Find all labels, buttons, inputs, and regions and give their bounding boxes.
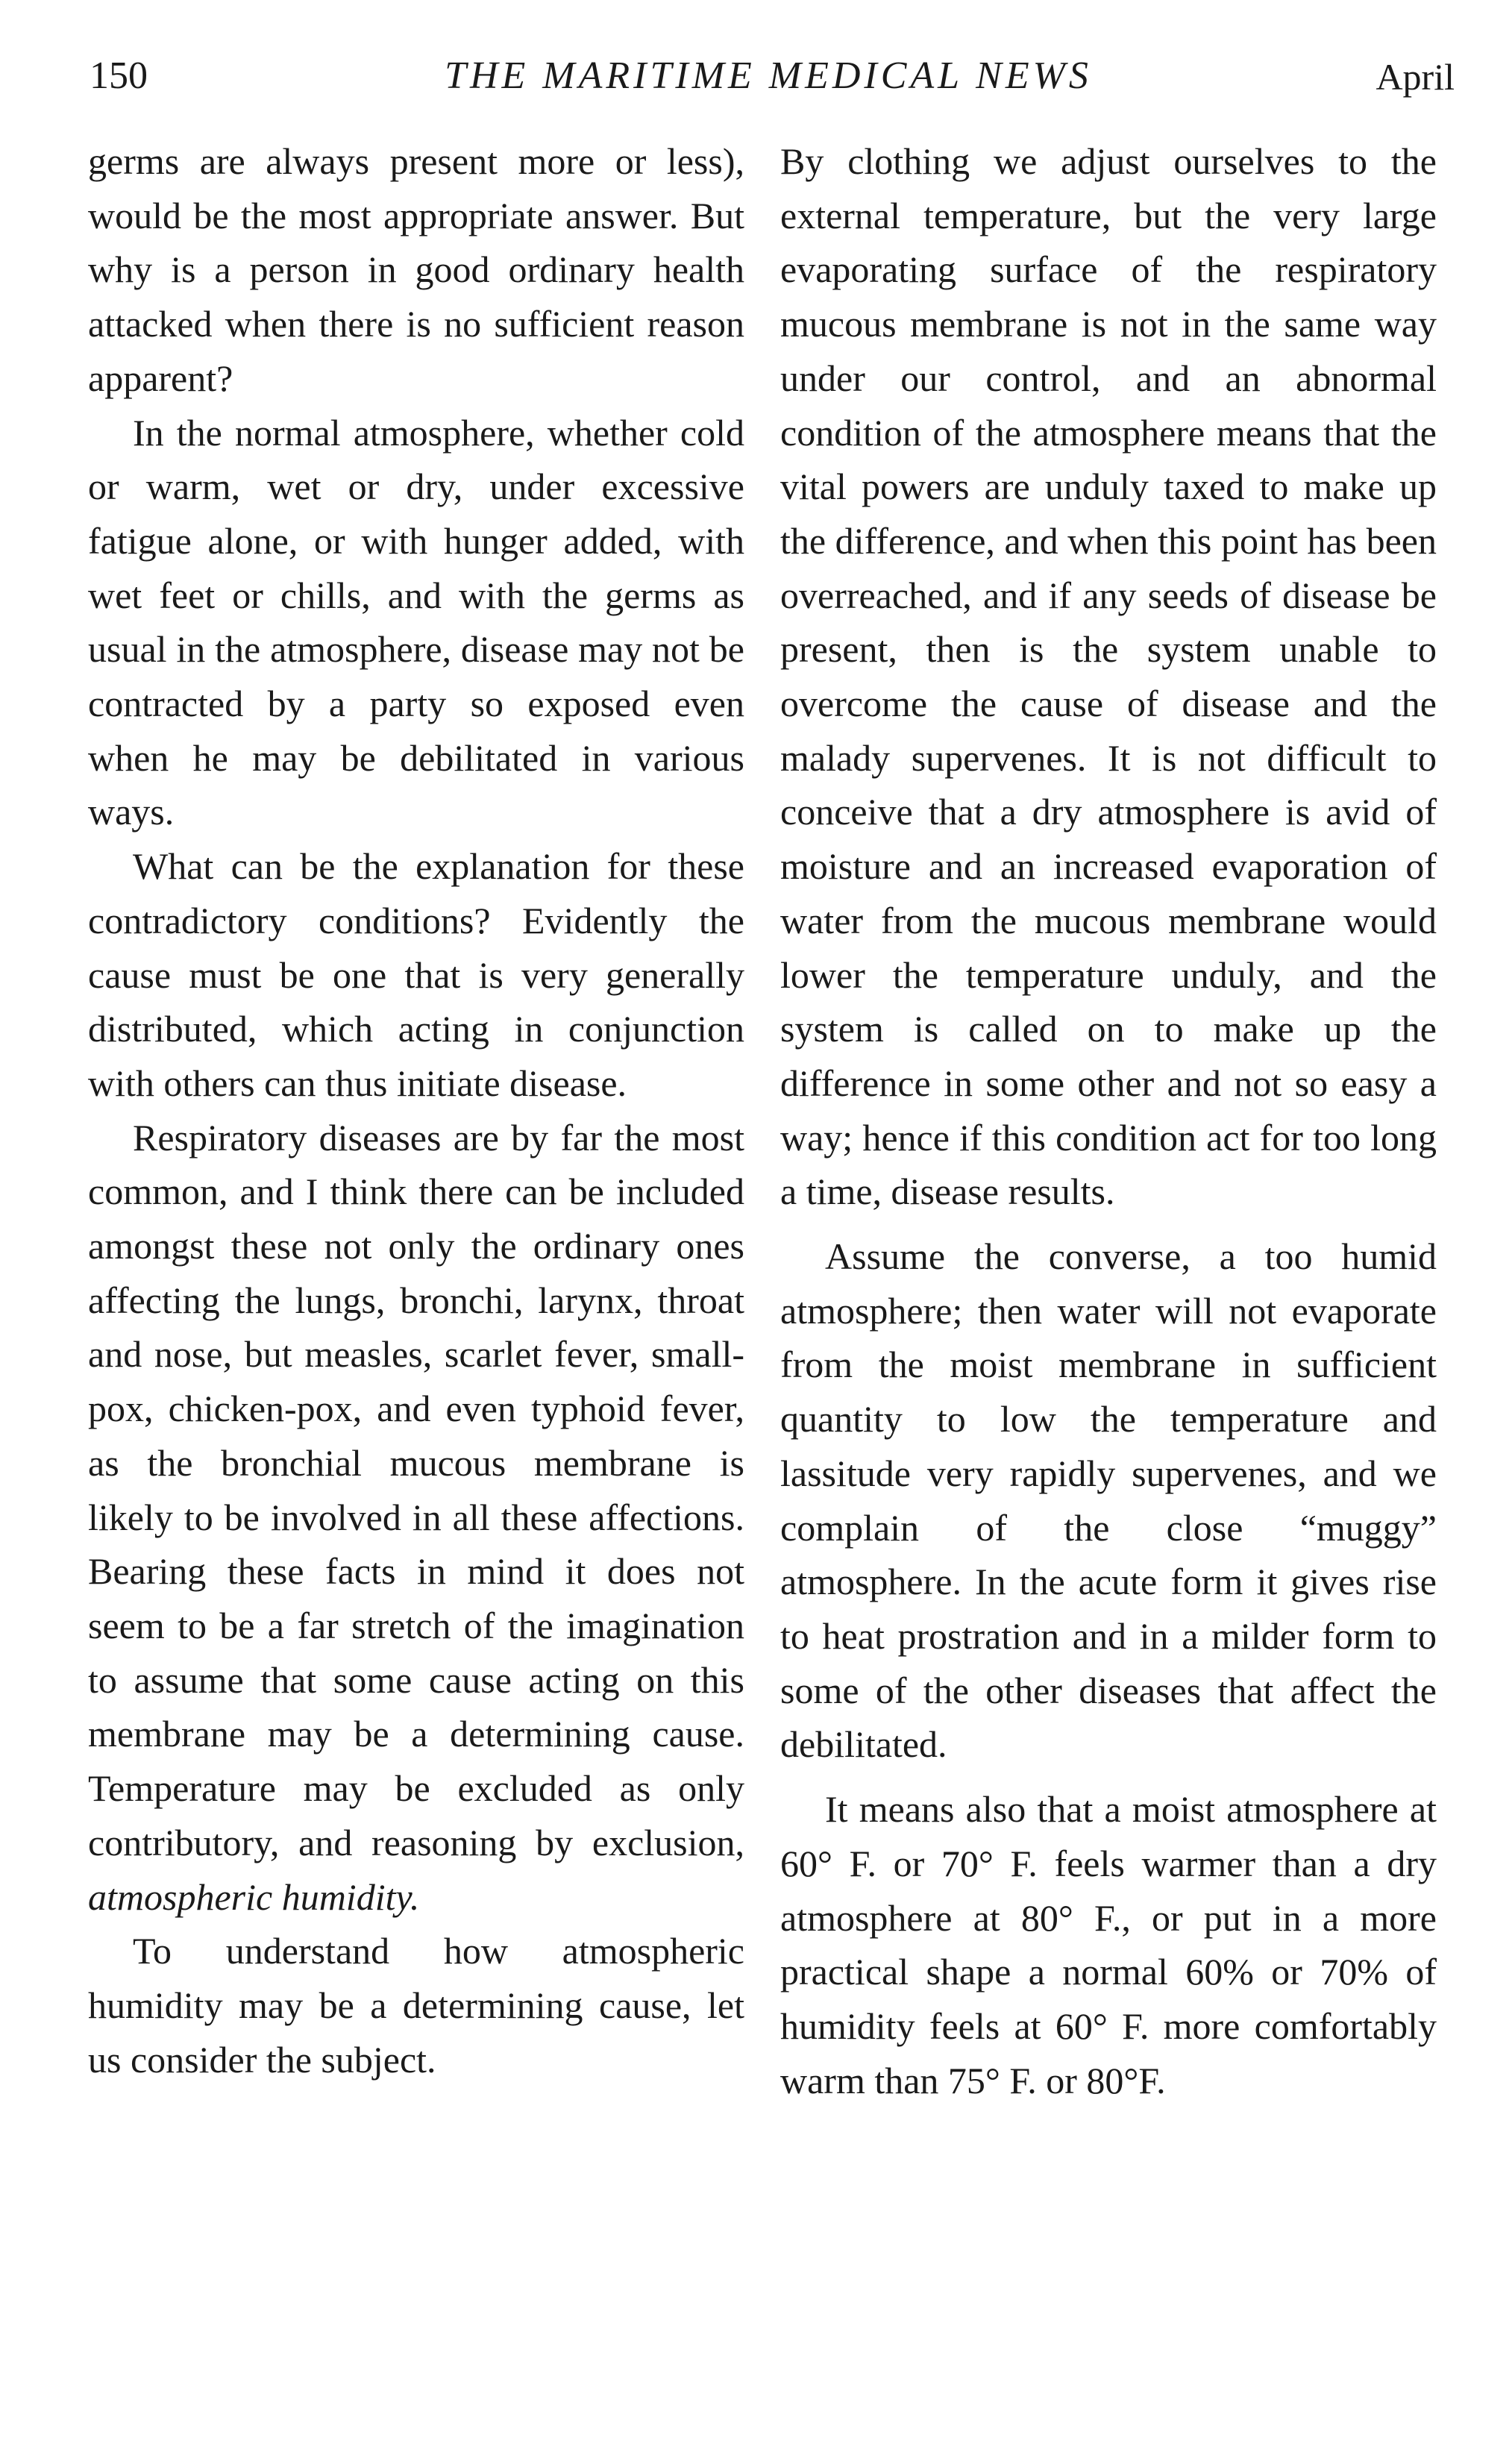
right-column — [780, 134, 1437, 2107]
left-paragraph-4-text: Respiratory diseases are by far the most common, and I think there can be included amongst these not only the ordinary ones affecting the lungs, bronchi, larynx, throat and nose, but measles, scarlet fever, small-pox, chicken-pox, and even typhoid fever, as the bronchial mucous membrane is likely to be involved in all these affections. Bearing these facts in mind it does not seem to be a far stretch of the imagination to assume that some cause acting on this membrane may be a determining cause. Temperature may be excluded as only contributory, and reasoning by exclusion, — [88, 1116, 744, 1863]
left-paragraph-3: What can be the explanation for these contradictory conditions? Evidently the cause must be one that is very generally distributed, which acting in conjunction with others can thus initiate disease. — [88, 845, 744, 1104]
page-header — [82, 46, 1455, 106]
issue-month: April — [1375, 56, 1455, 98]
left-paragraph-1: germs are always present more or less), would be the most appropriate answer. But why is a person in good ordinary health attacked when there is no sufficient reason apparent? — [88, 140, 744, 399]
left-column — [88, 134, 744, 2087]
journal-title: THE MARITIME MEDICAL NEWS — [445, 54, 1092, 97]
right-paragraph-3: It means also that a moist atmosphere at 60° F. or 70° F. feels warmer than a dry atmosphere at 80° F., or put in a more practical shape a normal 60% or 70% of humidity feels at 60° F. more comfortably warm than 75° F. or 80°F. — [780, 1788, 1437, 2101]
right-paragraph-2: Assume the converse, a too humid atmosphere; then water will not evaporate from the moist membrane in sufficient quantity to low the temperature and lassitude very rapidly supervenes, and we complain of the close “muggy” atmosphere. In the acute form it gives rise to heat prostration and in a milder form to some of the other diseases that affect the debilitated. — [780, 1235, 1437, 1766]
left-paragraph-2: In the normal atmosphere, whether cold or warm, wet or dry, under excessive fatigue alone, or with hunger added, with wet feet or chills, and with the germs as usual in the atmosphere, disease may not be contracted by a party so exposed even when he may be debilitated in various ways. — [88, 411, 744, 833]
left-paragraph-4 — [88, 1111, 744, 1925]
left-paragraph-4-italic: atmospheric humidity. — [88, 1875, 420, 1918]
page-number: 150 — [90, 54, 148, 97]
left-paragraph-5: To understand how atmospheric humidity may be a determining cause, let us consider the subject. — [88, 1930, 744, 2081]
right-paragraph-1: By clothing we adjust ourselves to the external temperature, but the very large evaporating surface of the respiratory mucous membrane is not in the same way under our control, and an abnormal condition of the atmosphere means that the vital powers are unduly taxed to make up the difference, and when this point has been overreached, and if any seeds of disease be present, then is the system unable to overcome the cause of disease and the malady supervenes. It is not difficult to conceive that a dry atmosphere is avid of moisture and an increased evaporation of water from the mucous membrane would lower the temperature unduly, and the system is called on to make up the difference in some other and not so easy a way; hence if this condition act for too long a time, disease results. — [780, 140, 1437, 1213]
